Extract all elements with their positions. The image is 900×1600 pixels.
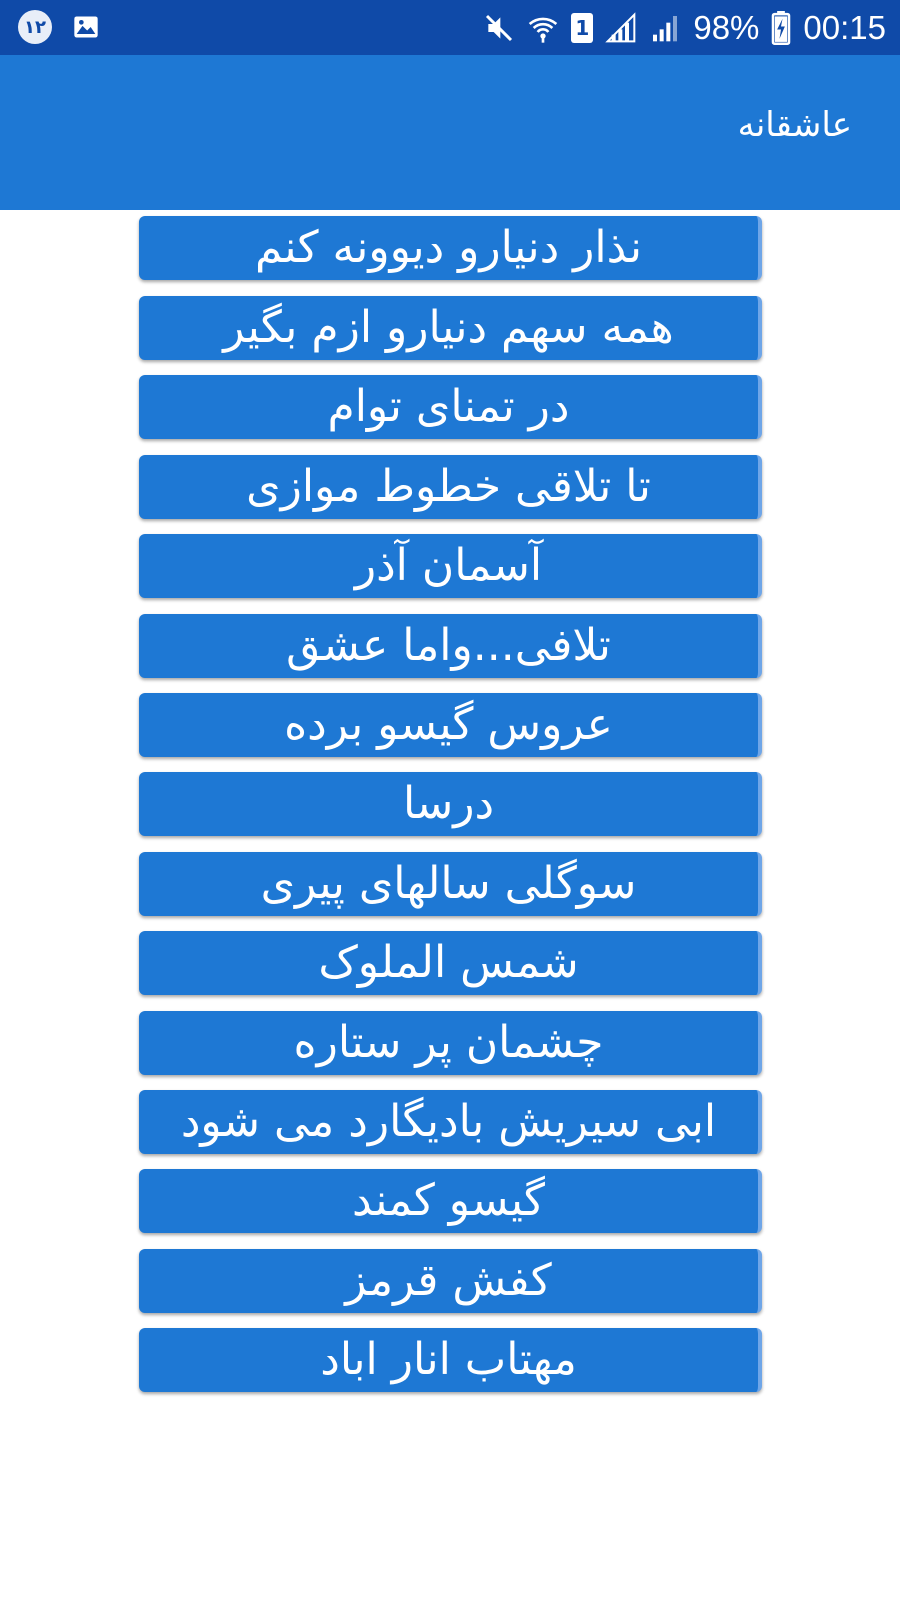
list-item[interactable]: سوگلی سالهای پیری <box>139 852 762 916</box>
list-item[interactable]: همه سهم دنیارو ازم بگیر <box>139 296 762 360</box>
list-item[interactable]: تلافی...واما عشق <box>139 614 762 678</box>
list-item[interactable]: چشمان پر ستاره <box>139 1011 762 1075</box>
status-bar-right <box>483 8 886 48</box>
list-item[interactable]: نذار دنیارو دیوونه کنم <box>139 216 762 280</box>
list-item[interactable]: ابی سیریش بادیگارد می شود <box>139 1090 762 1154</box>
list-item[interactable]: گیسو کمند <box>139 1169 762 1233</box>
wifi-icon <box>527 12 559 44</box>
list-item[interactable]: درسا <box>139 772 762 836</box>
list-item[interactable]: کفش قرمز <box>139 1249 762 1313</box>
app-bar <box>0 55 900 210</box>
mute-icon <box>483 12 515 44</box>
clock: 00:15 <box>803 9 886 46</box>
story-list[interactable] <box>0 210 900 1385</box>
page-title: عاشقانه <box>737 105 852 145</box>
list-item[interactable]: شمس الملوک <box>139 931 762 995</box>
signal-icon-secondary <box>649 12 681 44</box>
list-item[interactable]: مهتاب انار اباد <box>139 1328 762 1392</box>
list-item[interactable]: تا تلاقی خطوط موازی <box>139 455 762 519</box>
notification-badge: ١٢ <box>18 10 52 44</box>
sim-icon: 1 <box>571 13 593 43</box>
list-item[interactable]: در تمنای توام <box>139 375 762 439</box>
battery-percent: 98% <box>693 9 760 46</box>
battery-charging-icon <box>771 11 791 45</box>
list-item[interactable]: عروس گیسو برده <box>139 693 762 757</box>
signal-icon <box>605 12 637 44</box>
list-item[interactable]: آسمان آذر <box>139 534 762 598</box>
status-bar <box>0 0 900 55</box>
gallery-icon <box>72 13 100 41</box>
status-bar-left <box>18 10 100 44</box>
